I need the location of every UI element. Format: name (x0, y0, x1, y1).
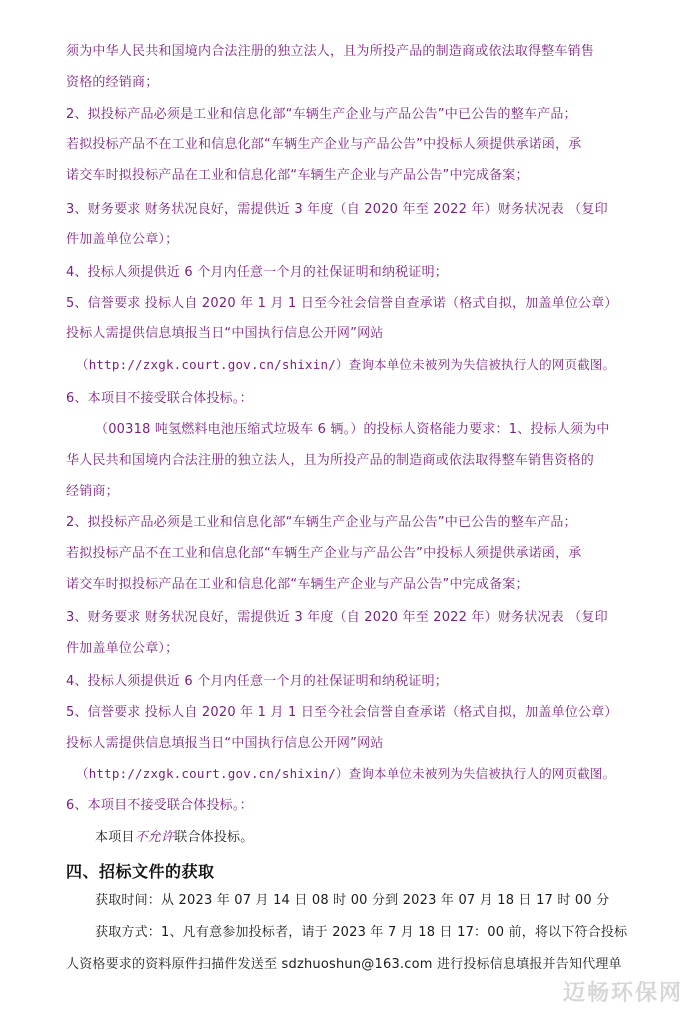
acquire-method-line-2: 人资格要求的资料原件扫描件发送至 sdzhuoshun@163.com 进行投标信息填报并告知代理单 (66, 957, 622, 972)
acquire-method-line-1: 获取方式：1、凡有意参加投标者，请于 2023 年 7 月 18 日 17：00 前，将以下符合投标 (95, 925, 628, 940)
consortium-note-suffix: 联合体投标。 (174, 830, 254, 845)
text-line: 2、拟投标产品必须是工业和信息化部“车辆生产企业与产品公告”中已公告的整车产品； (66, 515, 577, 530)
text-line: 6、本项目不接受联合体投标。： (66, 391, 253, 406)
text-line: 2、拟投标产品必须是工业和信息化部“车辆生产企业与产品公告”中已公告的整车产品； (66, 107, 577, 122)
text-line: 6、本项目不接受联合体投标。： (66, 798, 253, 813)
url-line: （http://zxgk.court.gov.cn/shixin/）查询本单位未被列为失信被执行人的网页截图。 (76, 357, 616, 372)
text-line: 投标人需提供信息填报当日“中国执行信息公开网”网站 (66, 736, 384, 751)
url-line: （http://zxgk.court.gov.cn/shixin/）查询本单位未被列为失信被执行人的网页截图。 (76, 766, 616, 781)
consortium-note (95, 830, 253, 846)
text-line: 资格的经销商； (66, 75, 159, 90)
acquire-time: 获取时间：从 2023 年 07 月 14 日 08 时 00 分到 2023 年 07 月 18 日 17 时 00 分 (95, 893, 610, 908)
text-line: 3、财务要求 财务状况良好，需提供近 3 年度（自 2020 年至 2022 年）财务状况表 （复印 (66, 202, 608, 217)
text-line: 件加盖单位公章）； (66, 232, 179, 247)
site-watermark: 迈畅环保网 (562, 981, 683, 1006)
text-line: 5、信誉要求 投标人自 2020 年 1 月 1 日至今社会信誉自查承诺（格式自拟，加盖单位公章） (66, 296, 618, 311)
text-line: 件加盖单位公章）； (66, 641, 179, 656)
consortium-note-prefix: 本项目 (95, 830, 135, 845)
text-line: 华人民共和国境内合法注册的独立法人，且为所投产品的制造商或依法取得整车销售资格的 (66, 453, 595, 468)
text-line: 投标人需提供信息填报当日“中国执行信息公开网”网站 (66, 326, 384, 341)
section-heading: 四、招标文件的获取 (66, 862, 215, 881)
text-line: 若拟投标产品不在工业和信息化部“车辆生产企业与产品公告”中投标人须提供承诺函，承 (66, 546, 582, 561)
text-line: 4、投标人须提供近 6 个月内任意一个月的社保证明和纳税证明； (66, 265, 449, 280)
text-line: 5、信誉要求 投标人自 2020 年 1 月 1 日至今社会信誉自查承诺（格式自拟，加盖单位公章） (66, 705, 618, 720)
text-line: 4、投标人须提供近 6 个月内任意一个月的社保证明和纳税证明； (66, 674, 449, 689)
text-line: 若拟投标产品不在工业和信息化部“车辆生产企业与产品公告”中投标人须提供承诺函，承 (66, 137, 582, 152)
text-line: 经销商； (66, 484, 119, 499)
consortium-note-emphasis: 不允许 (134, 830, 175, 845)
text-line: 须为中华人民共和国境内合法注册的独立法人，且为所投产品的制造商或依法取得整车销售 (66, 44, 595, 59)
text-line: 3、财务要求 财务状况良好，需提供近 3 年度（自 2020 年至 2022 年）财务状况表 （复印 (66, 610, 608, 625)
text-line: （00318 吨氢燃料电池压缩式垃圾车 6 辆。）的投标人资格能力要求：1、投标人须为中 (95, 422, 610, 437)
text-line: 诺交车时拟投标产品在工业和信息化部“车辆生产企业与产品公告”中完成备案； (66, 168, 529, 183)
text-line: 诺交车时拟投标产品在工业和信息化部“车辆生产企业与产品公告”中完成备案； (66, 577, 529, 592)
